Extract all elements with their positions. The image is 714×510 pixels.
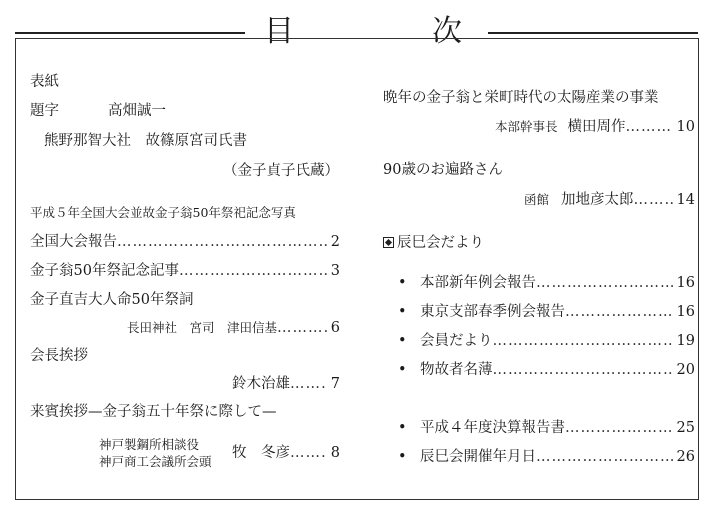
calligraphy-label: 題字 [30, 103, 59, 119]
leader-dots [290, 443, 327, 463]
toc-entry[interactable] [30, 261, 340, 281]
section-title: 辰巳会だより [397, 235, 484, 251]
leader-dots [536, 447, 673, 467]
cover-heading: 表紙 [30, 74, 59, 90]
bullet-page: 16 [676, 304, 695, 320]
article2-byline[interactable] [524, 190, 695, 210]
article1-role: 本部幹事長 [495, 119, 558, 134]
bullet-entry[interactable] [398, 302, 695, 322]
bullet-page: 26 [676, 449, 695, 465]
article2-page: 14 [676, 192, 695, 208]
bullet-icon: • [398, 333, 407, 349]
title-rule-right [488, 32, 698, 34]
memorial-byline[interactable] [127, 318, 340, 338]
greeting-title: 会長挨拶 [30, 348, 88, 364]
bullet-icon: • [398, 420, 407, 436]
collection-note: （金子貞子氏蔵） [223, 163, 339, 179]
toc-entry[interactable] [30, 232, 340, 252]
bullet-title: 平成４年度決算報告書 [420, 420, 565, 436]
toc-entry-title: 金子翁50年祭記念記事 [30, 263, 179, 279]
bullet-page: 20 [676, 362, 695, 378]
bullet-icon: • [398, 275, 407, 291]
title-rule-left [15, 32, 245, 34]
leader-dots [626, 117, 673, 137]
leader-dots [536, 273, 673, 293]
leader-dots [565, 302, 673, 322]
article2-title: 90歳のお遍路さん [383, 162, 503, 178]
bullet-title: 物故者名薄 [420, 362, 493, 378]
greeting-author: 鈴木治雄 [232, 376, 290, 392]
guest-role-1: 神戸製鋼所相談役 [99, 437, 200, 452]
article1-byline[interactable] [495, 117, 695, 137]
bullet-icon: • [398, 304, 407, 320]
bullet-title: 東京支部春季例会報告 [420, 304, 565, 320]
bullet-page: 16 [676, 275, 695, 291]
bullet-icon: • [398, 362, 407, 378]
guest-title: 来賓挨拶—金子翁五十年祭に際して— [30, 404, 277, 420]
leader-dots [565, 418, 673, 438]
diamond-icon [383, 237, 394, 248]
article2-role: 函館 [524, 192, 550, 207]
article1-author: 横田周作 [567, 119, 626, 135]
guest-page: 8 [330, 445, 340, 461]
toc-entry-title: 全国大会報告 [30, 234, 117, 250]
leader-dots [277, 318, 327, 338]
memorial-title: 金子直吉大人命50年祭詞 [30, 292, 194, 308]
shrine-line: 熊野那智大社 故篠原宮司氏書 [44, 133, 247, 149]
page-title-char-1: 目 [264, 14, 294, 49]
bullet-title: 辰巳会開催年月日 [420, 449, 536, 465]
bullet-entry[interactable] [398, 418, 695, 438]
leader-dots [493, 331, 673, 351]
bullet-entry[interactable] [398, 447, 695, 467]
bullet-page: 19 [676, 333, 695, 349]
bullet-title: 本部新年例会報告 [420, 275, 536, 291]
bullet-entry[interactable] [398, 331, 695, 351]
memorial-page: 6 [330, 320, 340, 336]
toc-entry-page: 2 [330, 234, 340, 250]
bullet-entry[interactable] [398, 360, 695, 380]
guest-author: 牧 冬彦 [232, 445, 290, 461]
article1-title: 晩年の金子翁と栄町時代の太陽産業の事業 [383, 90, 659, 106]
leader-dots [179, 261, 327, 281]
memorial-author: 長田神社 宮司 津田信基 [127, 320, 278, 335]
bullet-title: 会員だより [420, 333, 493, 349]
greeting-byline[interactable] [232, 374, 340, 394]
bullet-icon: • [398, 449, 407, 465]
guest-byline[interactable] [232, 443, 340, 463]
calligraphy-person: 高畑誠一 [108, 103, 166, 119]
toc-entry-page: 3 [330, 263, 340, 279]
leader-dots [634, 190, 673, 210]
article2-author: 加地彦太郎 [561, 192, 634, 208]
bullet-entry[interactable] [398, 273, 695, 293]
leader-dots [290, 374, 327, 394]
bullet-page: 25 [676, 420, 695, 436]
leader-dots [117, 232, 327, 252]
guest-role-2: 神戸商工会議所会頭 [99, 454, 212, 469]
section-heading [383, 233, 484, 253]
photo-caption: 平成５年全国大会並故金子翁50年祭祀記念写真 [30, 205, 296, 220]
leader-dots [493, 360, 673, 380]
article1-page: 10 [676, 119, 695, 135]
page-title-char-2: 次 [432, 14, 462, 49]
greeting-page: 7 [330, 376, 340, 392]
